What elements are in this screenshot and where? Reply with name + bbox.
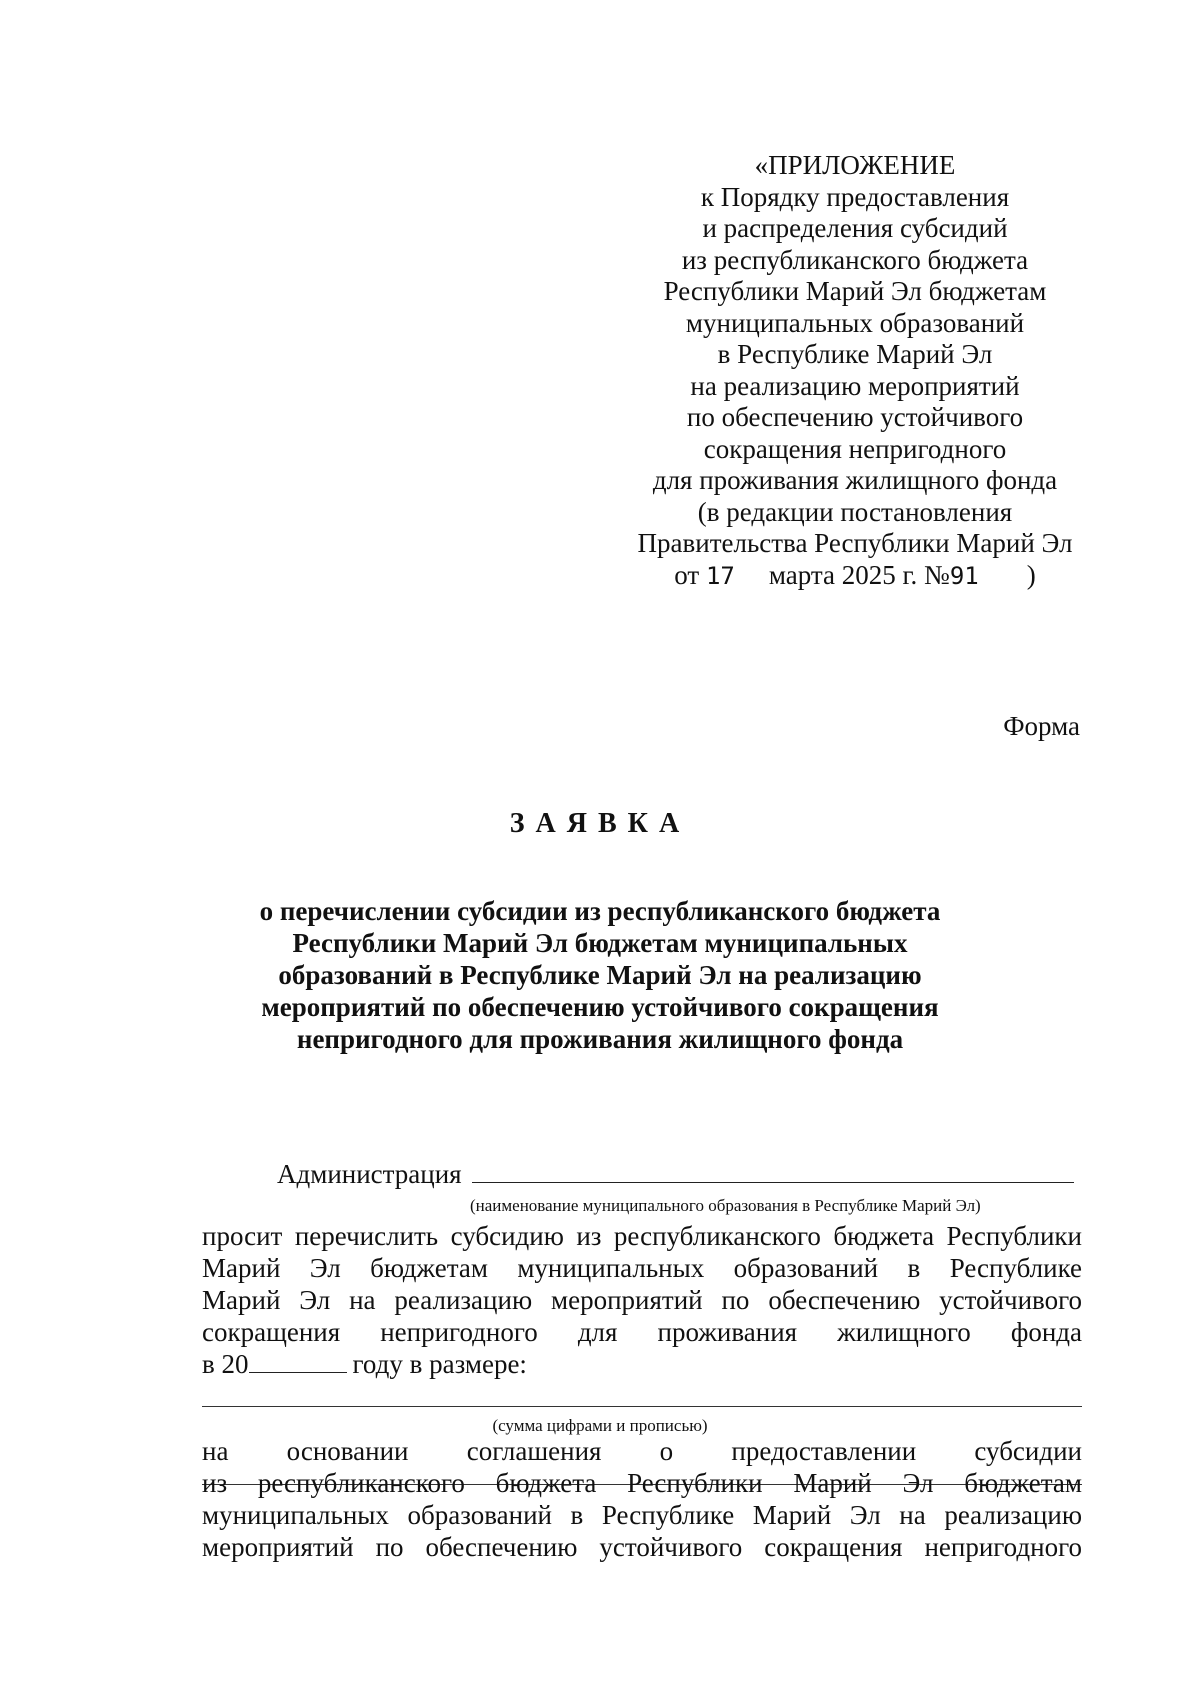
appendix-line: муниципальных образований [685, 307, 1025, 338]
paragraph-line: просит перечислить субсидию из республиканского бюджета Республики [202, 1221, 1082, 1251]
administration-row [277, 1158, 1082, 1190]
appendix-line: сокращения непригодного [703, 433, 1007, 464]
administration-label: Администрация [277, 1159, 462, 1189]
subtitle-line: Республики Марий Эл бюджетам муниципальных [292, 928, 908, 958]
appendix-line: по обеспечению устойчивого [686, 402, 1024, 432]
appendix-line: «ПРИЛОЖЕНИЕ [754, 150, 956, 180]
sum-field-line[interactable] [202, 1406, 1082, 1407]
document-subtitle [240, 895, 960, 1055]
date-month-year: марта 2025 г. № [768, 559, 950, 590]
document-title: ЗАЯВКА [509, 808, 691, 839]
year-line [202, 1348, 1082, 1380]
appendix-line: и распределения субсидий [702, 213, 1008, 243]
appendix-header [590, 150, 1120, 592]
paragraph-line: из республиканского бюджета Республики Марий Эл бюджетам [202, 1468, 1082, 1498]
appendix-line: к Порядку предоставления [700, 181, 1010, 212]
appendix-line: на реализацию мероприятий [690, 370, 1020, 401]
subtitle-line: непригодного для проживания жилищного фонда [296, 1024, 904, 1054]
appendix-line: Республики Марий Эл бюджетам [663, 276, 1047, 306]
request-paragraph [202, 1220, 1082, 1380]
basis-paragraph [202, 1435, 1082, 1563]
appendix-line: из республиканского бюджета [681, 244, 1029, 275]
appendix-line: Правительства Республики Марий Эл [637, 528, 1073, 558]
year-field[interactable] [249, 1348, 347, 1373]
appendix-line: (в редакции постановления [697, 496, 1013, 527]
date-day: 17 [705, 561, 735, 590]
paragraph-line: Марий Эл бюджетам муниципальных образований в Республике [202, 1253, 1082, 1283]
subtitle-line: образований в Республике Марий Эл на реализацию [278, 960, 922, 990]
year-suffix: году в размере: [352, 1349, 527, 1379]
appendix-line: для проживания жилищного фонда [652, 465, 1058, 495]
sum-caption: (сумма цифрами и прописью) [492, 1416, 708, 1435]
paragraph-line: сокращения непригодного для проживания жилищного фонда [202, 1317, 1082, 1347]
paragraph-line: на основании соглашения о предоставлении субсидии [202, 1436, 1082, 1466]
resolution-number: 91 [949, 561, 979, 590]
administration-name-field[interactable] [472, 1158, 1074, 1183]
administration-caption: (наименование муниципального образования в Республике Марий Эл) [470, 1196, 981, 1215]
paragraph-line: Марий Эл на реализацию мероприятий по обеспечению устойчивого [202, 1285, 1082, 1315]
subtitle-line: мероприятий по обеспечению устойчивого сокращения [261, 992, 939, 1022]
form-label: Форма [1003, 711, 1080, 741]
subtitle-line: о перечислении субсидии из республиканского бюджета [259, 896, 941, 926]
paragraph-line: муниципальных образований в Республике Марий Эл на реализацию [202, 1500, 1082, 1530]
date-prefix: от [674, 559, 700, 590]
year-prefix: в 20 [202, 1349, 249, 1379]
date-suffix: ) [1026, 559, 1036, 590]
paragraph-line: мероприятий по обеспечению устойчивого сокращения непригодного [202, 1532, 1082, 1562]
resolution-date [590, 560, 1120, 593]
appendix-line: в Республике Марий Эл [717, 339, 993, 369]
